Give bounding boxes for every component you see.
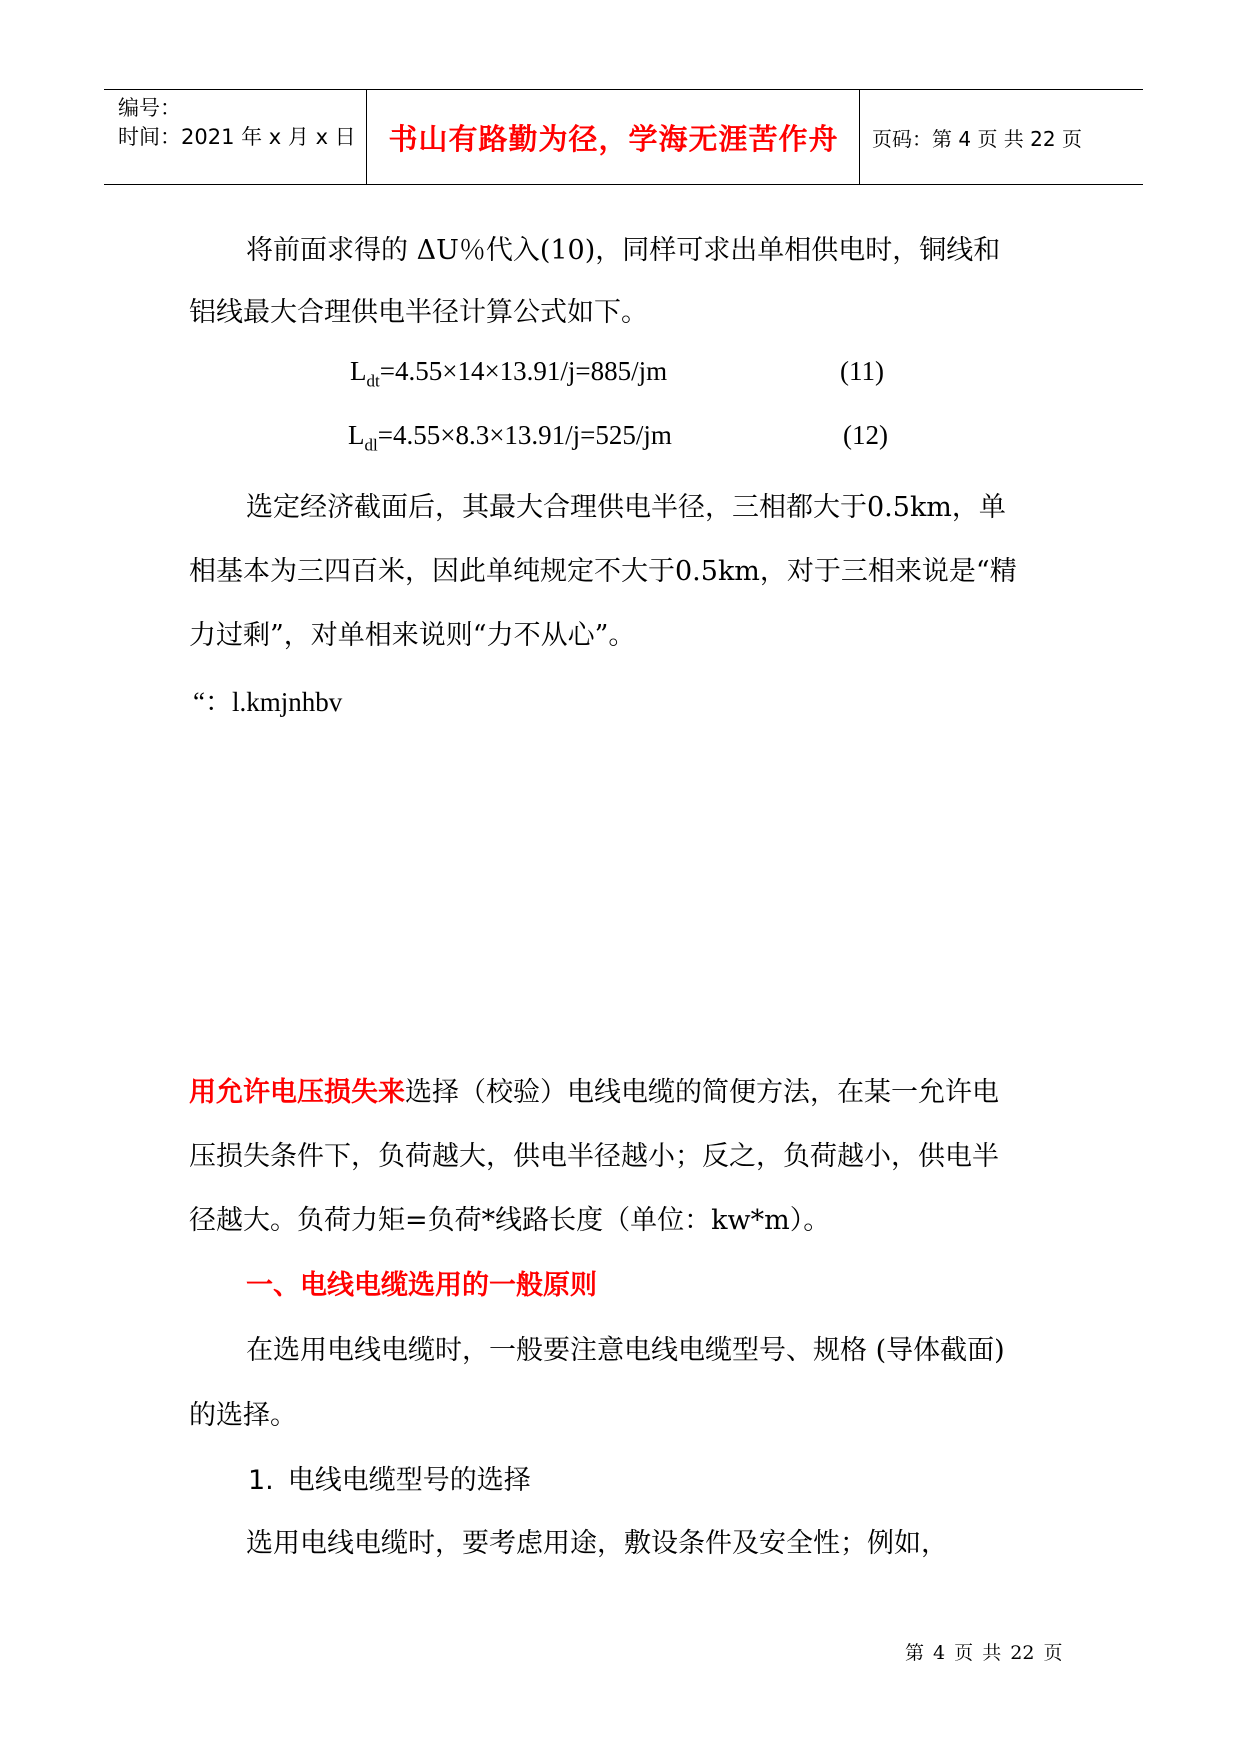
body-line: 力过剩”，对单相来说则“力不从心”。 [189,620,636,651]
subsection-heading [248,1458,531,1497]
header-motto: 书山有路勤为径，学海无涯苦作舟 [388,121,839,156]
equation-11 [350,356,667,391]
page-footer: 第 4 页 共 22 页 [905,1642,1063,1664]
eq-symbol: L [350,356,367,386]
highlight-phrase: 用允许电压损失来 [189,1077,405,1108]
eq-expression: =4.55×8.3×13.91/j=525/jm [377,420,672,450]
eq-expression: =4.55×14×13.91/j=885/jm [379,356,668,386]
eq-subscript: dt [366,371,380,391]
eq-symbol: L [348,420,365,450]
stray-text-line: “：l.kmjnhbv [193,687,343,717]
body-line: 径越大。负荷力矩=负荷*线路长度（单位：kw*m）。 [189,1205,831,1236]
body-line: 的选择。 [189,1400,297,1431]
page-header [104,89,1143,185]
body-line: 铝线最大合理供电半径计算公式如下。 [189,297,648,328]
header-divider [366,90,367,184]
header-page-info: 页码：第 4 页 共 22 页 [872,126,1082,151]
body-line: 选用电线电缆时，要考虑用途，敷设条件及安全性；例如， [246,1528,948,1559]
body-line: 在选用电线电缆时，一般要注意电线电缆型号、规格 (导体截面) [246,1335,1005,1366]
subsection-title: 电线电缆型号的选择 [287,1465,531,1496]
subsection-number: 1. [248,1465,274,1496]
section-heading: 一、电线电缆选用的一般原则 [246,1270,597,1301]
equation-number: (11) [840,356,884,386]
time-label: 时间：2021 年 x 月 x 日 [118,125,356,149]
body-line: 选定经济截面后，其最大合理供电半径，三相都大于0.5km，单 [246,492,1006,523]
serial-label: 编号： [118,96,181,120]
header-divider [859,90,860,184]
body-line: 相基本为三四百米，因此单纯规定不大于0.5km，对于三相来说是“精 [189,556,1017,587]
body-line [189,1070,999,1109]
body-line: 将前面求得的 ΔU％代入(10)，同样可求出单相供电时，铜线和 [246,235,1001,266]
equation-12 [348,420,672,455]
body-text: 选择（校验）电线电缆的简便方法，在某一允许电 [405,1077,999,1108]
eq-subscript: dl [364,435,378,455]
equation-number: (12) [843,420,888,450]
header-left-cell [118,94,356,152]
body-line: 压损失条件下，负荷越大，供电半径越小；反之，负荷越小，供电半 [189,1141,999,1172]
